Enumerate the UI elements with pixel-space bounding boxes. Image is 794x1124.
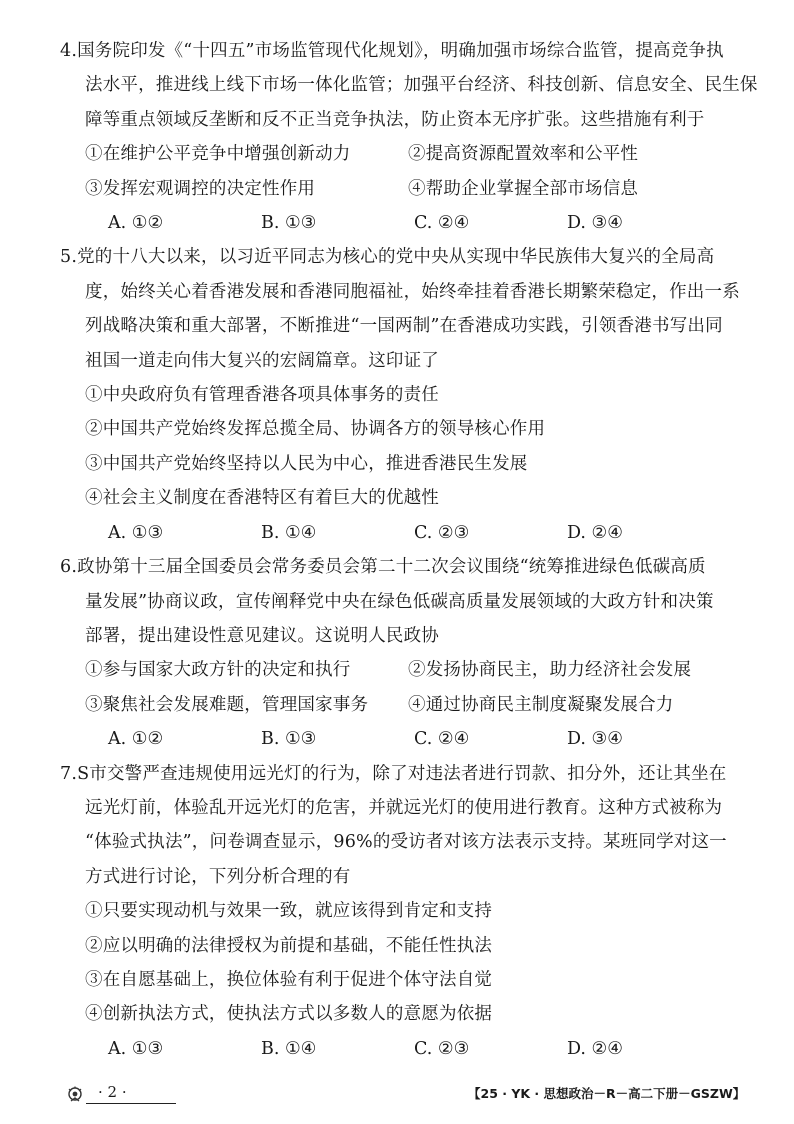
question-stem-line: 7.S市交警严查违规使用远光灯的行为，除了对违法者进行罚款、扣分外，还让其坐在: [60, 763, 727, 784]
question-stem-line: 度，始终关心着香港发展和香港同胞福祉，始终牵挂着香港长期繁荣稳定，作出一系: [85, 281, 740, 302]
question-4: [60, 34, 772, 240]
choice-c[interactable]: C. ②③: [414, 1038, 470, 1059]
publisher-logo-icon: [66, 1086, 84, 1104]
choice-d[interactable]: D. ③④: [567, 213, 623, 234]
exam-page: [60, 34, 772, 1066]
option-item: ④社会主义制度在香港特区有着巨大的优越性: [85, 488, 439, 509]
choice-a[interactable]: A. ①②: [108, 729, 164, 750]
question-stem-line: 障等重点领域反垄断和反不正当竞争执法，防止资本无序扩张。这些措施有利于: [85, 109, 705, 130]
choice-c[interactable]: C. ②④: [414, 213, 470, 234]
option-item: ②提高资源配置效率和公平性: [408, 144, 639, 165]
question-7: [60, 757, 772, 1067]
choice-a[interactable]: A. ①③: [108, 522, 164, 543]
answer-choices: [60, 722, 772, 756]
question-stem-line: 祖国一道走向伟大复兴的宏阔篇章。这印证了: [85, 350, 439, 371]
question-stem-line: 方式进行讨论，下列分析合理的有: [85, 866, 351, 887]
choice-b[interactable]: B. ①③: [261, 213, 317, 234]
option-item: ①在维护公平竞争中增强创新动力: [85, 144, 351, 165]
question-stem-line: 6.政协第十三届全国委员会常务委员会第二十二次会议围绕“统筹推进绿色低碳高质: [60, 557, 706, 578]
question-stem-line: 5.党的十八大以来，以习近平同志为核心的党中央从实现中华民族伟大复兴的全局高: [60, 247, 715, 268]
option-item: ③发挥宏观调控的决定性作用: [85, 178, 316, 199]
choice-a[interactable]: A. ①②: [108, 213, 164, 234]
page-number: · 2 ·: [98, 1083, 127, 1101]
option-item: ②应以明确的法律授权为前提和基础，不能任性执法: [85, 935, 493, 956]
option-item: ②中国共产党始终发挥总揽全局、协调各方的领导核心作用: [85, 419, 546, 440]
page-footer: [0, 1080, 794, 1110]
choice-b[interactable]: B. ①④: [261, 1038, 317, 1059]
answer-choices: [60, 516, 772, 550]
option-item: ②发扬协商民主，助力经济社会发展: [408, 660, 692, 681]
choice-c[interactable]: C. ②④: [414, 729, 470, 750]
option-item: ④帮助企业掌握全部市场信息: [408, 178, 639, 199]
option-item: ①中央政府负有管理香港各项具体事务的责任: [85, 385, 439, 406]
option-item: ④创新执法方式，使执法方式以多数人的意愿为依据: [85, 1004, 493, 1025]
exam-code: 【25 · YK · 思想政治－R－高二下册－GSZW】: [468, 1086, 746, 1101]
choice-b[interactable]: B. ①③: [261, 729, 317, 750]
choice-d[interactable]: D. ②④: [567, 1038, 623, 1059]
choice-d[interactable]: D. ②④: [567, 522, 623, 543]
question-6: [60, 550, 772, 756]
question-stem-line: “体验式执法”，问卷调查显示，96%的受访者对该方法表示支持。某班同学对这一: [85, 832, 727, 853]
option-item: ③中国共产党始终坚持以人民为中心，推进香港民生发展: [85, 453, 528, 474]
option-row: [60, 688, 772, 722]
footer-rule: [86, 1103, 176, 1104]
option-row: [60, 653, 772, 687]
answer-choices: [60, 1032, 772, 1066]
option-item: ④通过协商民主制度凝聚发展合力: [408, 694, 674, 715]
question-stem-line: 量发展”协商议政，宣传阐释党中央在绿色低碳高质量发展领域的大政方针和决策: [85, 591, 714, 612]
question-stem-line: 远光灯前，体验乱开远光灯的危害，并就远光灯的使用进行教育。这种方式被称为: [85, 797, 723, 818]
option-row: [60, 137, 772, 171]
option-item: ①只要实现动机与效果一致，就应该得到肯定和支持: [85, 901, 493, 922]
option-item: ①参与国家大政方针的决定和执行: [85, 660, 351, 681]
question-stem-line: 部署，提出建设性意见建议。这说明人民政协: [85, 625, 439, 646]
option-row: [60, 172, 772, 206]
question-stem-line: 法水平，推进线上线下市场一体化监管；加强平台经济、科技创新、信息安全、民生保: [85, 75, 758, 96]
answer-choices: [60, 206, 772, 240]
question-stem-line: 4.国务院印发《“十四五”市场监管现代化规划》，明确加强市场综合监管，提高竞争执: [60, 41, 724, 61]
option-item: ③在自愿基础上，换位体验有利于促进个体守法自觉: [85, 969, 493, 990]
choice-b[interactable]: B. ①④: [261, 522, 317, 543]
option-item: ③聚焦社会发展难题，管理国家事务: [85, 694, 369, 715]
question-5: [60, 240, 772, 550]
question-stem-line: 列战略决策和重大部署，不断推进“一国两制”在香港成功实践，引领香港书写出同: [85, 316, 723, 337]
choice-c[interactable]: C. ②③: [414, 522, 470, 543]
choice-d[interactable]: D. ③④: [567, 729, 623, 750]
choice-a[interactable]: A. ①③: [108, 1038, 164, 1059]
